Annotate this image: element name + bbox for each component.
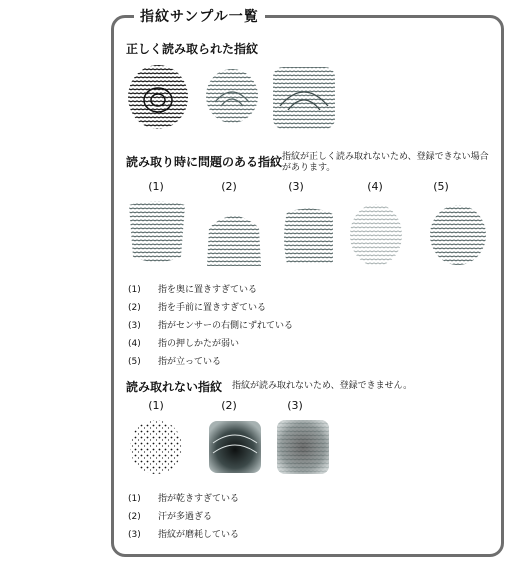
partial-fingerprint-1 <box>127 199 187 265</box>
cause-number: (3) <box>128 321 141 331</box>
cause-text: 指が立っている <box>158 357 222 367</box>
partial-cause-3 <box>128 318 293 331</box>
page-title: 指紋サンプル一覧 <box>134 6 265 26</box>
partial-label-4: (4) <box>367 180 383 193</box>
cause-text: 指がセンサーの右側にずれている <box>158 321 294 331</box>
cause-number: (1) <box>128 494 141 504</box>
cause-text: 指紋が磨耗している <box>158 530 240 540</box>
partial-cause-5 <box>128 354 221 367</box>
unreadable-cause-3 <box>128 527 239 540</box>
partial-cause-1 <box>128 282 257 295</box>
cause-number: (5) <box>128 357 141 367</box>
partial-fingerprint-4 <box>348 202 404 268</box>
unreadable-label-2: (2) <box>221 399 237 412</box>
unreadable-fingerprint-2 <box>207 419 263 475</box>
partial-label-3: (3) <box>288 180 304 193</box>
good-section-heading: 正しく読み取られた指紋 <box>126 42 259 56</box>
cause-number: (1) <box>128 285 141 295</box>
partial-label-1: (1) <box>148 180 164 193</box>
unreadable-section-heading: 読み取れない指紋 <box>126 380 223 394</box>
good-fingerprint-2 <box>205 68 259 124</box>
partial-fingerprint-5 <box>428 203 488 267</box>
partial-cause-4 <box>128 336 239 349</box>
unreadable-section-note: 指紋が読み取れないため、登録できません。 <box>232 381 413 391</box>
good-fingerprint-1 <box>127 64 189 130</box>
unreadable-cause-1 <box>128 491 239 504</box>
unreadable-label-1: (1) <box>148 399 164 412</box>
unreadable-fingerprint-3 <box>275 418 331 476</box>
partial-label-5: (5) <box>433 180 449 193</box>
cause-text: 汗が多過ぎる <box>158 512 213 522</box>
partial-section-heading: 読み取り時に問題のある指紋 <box>126 155 283 169</box>
cause-number: (2) <box>128 512 141 522</box>
unreadable-fingerprint-1 <box>128 418 184 476</box>
cause-number: (3) <box>128 530 141 540</box>
partial-fingerprint-2 <box>205 208 263 268</box>
unreadable-cause-2 <box>128 509 212 522</box>
cause-text: 指を奥に置きすぎている <box>158 285 258 295</box>
partial-fingerprint-3 <box>283 204 335 268</box>
cause-text: 指が乾きすぎている <box>158 494 240 504</box>
partial-section-note: 指紋が正しく読み取れないため、登録できない場合があります。 <box>282 152 489 173</box>
cause-text: 指の押しかたが弱い <box>158 339 240 349</box>
partial-cause-2 <box>128 300 266 313</box>
good-fingerprint-3 <box>272 66 336 130</box>
partial-label-2: (2) <box>221 180 237 193</box>
unreadable-label-3: (3) <box>287 399 303 412</box>
cause-number: (2) <box>128 303 141 313</box>
cause-number: (4) <box>128 339 141 349</box>
cause-text: 指を手前に置きすぎている <box>158 303 267 313</box>
